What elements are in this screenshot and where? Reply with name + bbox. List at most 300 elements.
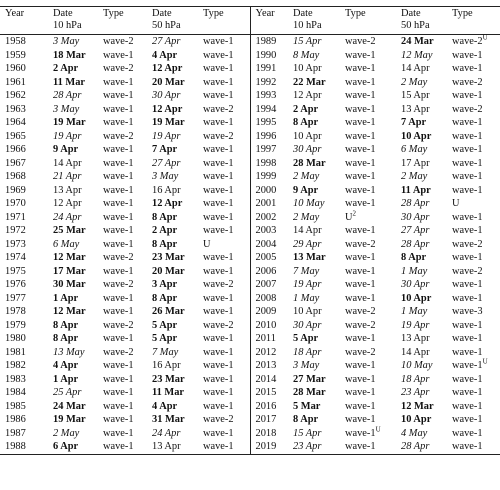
date-10hpa-cell: 2 May: [293, 171, 320, 182]
type-10hpa-cell: [340, 278, 396, 292]
date-50hpa-cell: 7 Apr: [401, 117, 427, 128]
date-50hpa-cell: 18 Apr: [401, 373, 430, 385]
year-cell: 1992: [250, 76, 288, 90]
type-value: wave-1: [203, 36, 234, 47]
date-10hpa-cell: 8 Apr: [53, 319, 79, 331]
type-value: wave-1: [345, 117, 376, 128]
type-50hpa-cell: [447, 211, 500, 225]
type-value: wave-1: [345, 144, 376, 155]
type-10hpa-cell: [340, 35, 396, 49]
year-cell: 1986: [5, 414, 26, 425]
year-cell: 1990: [250, 49, 288, 63]
year-cell: 1997: [250, 143, 288, 157]
year-cell: 1967: [5, 157, 26, 169]
date-10hpa-cell: 13 Mar: [293, 252, 326, 263]
type-50hpa-cell: [198, 170, 250, 184]
header-date-label: Date: [152, 8, 172, 19]
date-10hpa-cell: 2 May: [53, 427, 80, 439]
date-10hpa-cell: 19 Mar: [53, 414, 86, 425]
date-50hpa-cell: 19 Mar: [152, 117, 185, 128]
date-10hpa-cell: 18 Apr: [293, 346, 322, 358]
type-value: wave-1: [452, 400, 483, 412]
type-value: wave-1: [345, 333, 376, 344]
type-10hpa-cell: [98, 332, 147, 346]
year-cell: 1980: [5, 333, 26, 344]
date-10hpa-cell: 21 Apr: [53, 171, 82, 182]
year-cell: 1977: [5, 292, 26, 304]
type-value: wave-2: [103, 36, 134, 47]
date-50hpa-cell: 27 Apr: [152, 36, 181, 47]
date-50hpa-cell: 3 May: [152, 171, 179, 182]
header-date-50hpa-left: [147, 7, 198, 35]
date-50hpa-cell: 20 Mar: [152, 265, 185, 277]
type-50hpa-cell: [198, 265, 250, 279]
year-cell: 1988: [5, 441, 26, 452]
date-10hpa-cell: 7 May: [293, 265, 320, 277]
date-50hpa-cell: 13 Apr: [401, 103, 430, 115]
date-10hpa-cell: 14 Apr: [53, 157, 82, 169]
type-value: wave-1: [103, 144, 134, 155]
date-10hpa-cell: 2 Apr: [53, 63, 79, 74]
type-value: wave-1: [452, 252, 483, 263]
type-value: wave-1: [203, 184, 234, 196]
date-10hpa-cell: 19 Mar: [53, 117, 86, 128]
footnote-marker: 2: [352, 209, 357, 218]
type-10hpa-cell: [98, 292, 147, 306]
date-50hpa-cell: 24 Apr: [152, 427, 181, 439]
date-10hpa-cell: 12 Mar: [53, 252, 86, 263]
date-10hpa-cell: 10 Apr: [293, 63, 322, 74]
type-value: wave-1: [345, 130, 376, 142]
type-10hpa-cell: [98, 224, 147, 238]
year-cell: 1968: [5, 171, 26, 182]
type-value: wave-1: [452, 225, 483, 236]
date-50hpa-cell: 31 Mar: [152, 414, 185, 425]
table-row: [0, 184, 500, 198]
type-50hpa-cell: [447, 427, 500, 441]
type-10hpa-cell: [340, 116, 396, 130]
type-value: wave-1: [452, 49, 483, 61]
type-10hpa-cell: [340, 62, 396, 76]
table-row: [0, 116, 500, 130]
date-50hpa-cell: 16 Apr: [152, 360, 181, 371]
table-row: [0, 319, 500, 333]
year-cell: 1965: [5, 130, 26, 142]
type-value: wave-1: [103, 265, 134, 277]
table-row: [0, 49, 500, 63]
year-cell: 1999: [250, 170, 288, 184]
type-10hpa-cell: [340, 413, 396, 427]
type-value: wave-2: [452, 36, 483, 47]
type-10hpa-cell: [340, 211, 396, 225]
year-cell: 1971: [5, 211, 26, 223]
year-cell: 1981: [5, 346, 26, 358]
date-50hpa-cell: 6 May: [401, 144, 428, 155]
type-value: wave-1: [203, 387, 234, 398]
type-10hpa-cell: [340, 76, 396, 90]
type-value: wave-1: [452, 441, 483, 452]
header-date-10hpa-right: [288, 7, 340, 35]
type-value: wave-1: [103, 427, 134, 439]
type-value: wave-1: [203, 400, 234, 412]
date-50hpa-cell: 10 Apr: [401, 292, 432, 304]
type-value: wave-1: [452, 346, 483, 358]
type-10hpa-cell: [340, 103, 396, 117]
date-10hpa-cell: 22 Mar: [293, 76, 326, 88]
date-10hpa-cell: 27 Mar: [293, 373, 326, 385]
type-10hpa-cell: [98, 197, 147, 211]
table-row: [0, 265, 500, 279]
type-value: wave-2: [203, 130, 234, 142]
type-10hpa-cell: [98, 170, 147, 184]
type-value: wave-1: [345, 414, 376, 425]
date-50hpa-cell: 23 Mar: [152, 373, 185, 385]
date-10hpa-cell: 30 Apr: [293, 144, 322, 155]
date-50hpa-cell: 7 Apr: [152, 144, 178, 155]
type-value: wave-1: [452, 144, 483, 155]
type-50hpa-cell: [447, 386, 500, 400]
type-50hpa-cell: [447, 197, 500, 211]
type-10hpa-cell: [340, 130, 396, 144]
table-row: [0, 359, 500, 373]
year-cell: 1963: [5, 103, 26, 115]
date-10hpa-cell: 11 Mar: [53, 76, 86, 88]
date-50hpa-cell: 23 Mar: [152, 252, 185, 263]
type-value: wave-1: [203, 211, 234, 223]
type-value: wave-1: [203, 117, 234, 128]
year-cell: 2016: [250, 400, 288, 414]
table-row: [0, 211, 500, 225]
type-value: wave-1: [452, 292, 483, 304]
type-10hpa-cell: [98, 116, 147, 130]
type-50hpa-cell: [447, 373, 500, 387]
type-10hpa-cell: [98, 35, 147, 49]
date-10hpa-cell: 15 Apr: [293, 427, 322, 439]
type-value: wave-1: [203, 198, 234, 209]
date-10hpa-cell: 6 May: [53, 238, 80, 250]
type-value: wave-1: [345, 292, 376, 304]
type-50hpa-cell: [447, 346, 500, 360]
type-value: wave-1: [103, 211, 134, 223]
type-10hpa-cell: [340, 89, 396, 103]
type-value: wave-1: [452, 157, 483, 169]
year-cell: 1962: [5, 90, 26, 101]
type-50hpa-cell: [447, 292, 500, 306]
type-50hpa-cell: [198, 373, 250, 387]
type-10hpa-cell: [340, 238, 396, 252]
date-10hpa-cell: 9 Apr: [293, 184, 319, 196]
type-50hpa-cell: [447, 278, 500, 292]
type-10hpa-cell: [340, 251, 396, 265]
table-row: [0, 130, 500, 144]
type-50hpa-cell: [198, 332, 250, 346]
type-10hpa-cell: [98, 103, 147, 117]
type-50hpa-cell: [198, 386, 250, 400]
date-10hpa-cell: 3 May: [53, 36, 80, 47]
date-10hpa-cell: 5 Mar: [293, 400, 321, 412]
date-50hpa-cell: 15 Apr: [401, 90, 430, 101]
date-10hpa-cell: 13 May: [53, 346, 85, 358]
type-value: wave-1: [452, 211, 483, 223]
type-50hpa-cell: [447, 413, 500, 427]
type-value: wave-3: [452, 306, 483, 317]
type-value: wave-1: [103, 117, 134, 128]
year-cell: 2012: [250, 346, 288, 360]
type-value: wave-1: [345, 90, 376, 101]
type-50hpa-cell: [198, 238, 250, 252]
date-10hpa-cell: 2 Apr: [293, 103, 319, 115]
year-cell: 1982: [5, 360, 26, 371]
type-value: wave-1: [345, 265, 376, 277]
table-row: [0, 440, 500, 454]
table-row: [0, 373, 500, 387]
type-50hpa-cell: [198, 35, 250, 49]
table-row: [0, 332, 500, 346]
date-50hpa-cell: 8 Apr: [152, 211, 178, 223]
type-50hpa-cell: [447, 305, 500, 319]
header-year-left: Year: [5, 8, 25, 19]
type-10hpa-cell: [98, 346, 147, 360]
year-cell: 1958: [5, 36, 26, 47]
date-10hpa-cell: 30 Mar: [53, 279, 86, 290]
header-type-10hpa-left: Type: [103, 8, 124, 19]
type-50hpa-cell: [198, 413, 250, 427]
header-level-label: 10 hPa: [293, 20, 322, 31]
type-value: wave-2: [103, 63, 134, 74]
type-50hpa-cell: [198, 251, 250, 265]
date-10hpa-cell: 17 Mar: [53, 265, 86, 277]
date-50hpa-cell: 28 Apr: [401, 198, 430, 209]
header-year-right: Year: [250, 7, 288, 35]
date-50hpa-cell: 30 Apr: [152, 90, 181, 101]
type-value: wave-1: [345, 103, 376, 115]
date-10hpa-cell: 24 Mar: [53, 400, 86, 412]
year-cell: 1966: [5, 144, 26, 155]
table-body: [0, 35, 500, 455]
type-50hpa-cell: [447, 238, 500, 252]
type-value: wave-1: [203, 441, 234, 452]
year-cell: 1993: [250, 89, 288, 103]
type-10hpa-cell: [340, 346, 396, 360]
type-10hpa-cell: [98, 413, 147, 427]
date-50hpa-cell: 3 Apr: [152, 279, 178, 290]
date-10hpa-cell: 1 May: [293, 292, 320, 304]
type-10hpa-cell: [340, 332, 396, 346]
type-10hpa-cell: [98, 265, 147, 279]
type-value: wave-1: [103, 171, 134, 182]
date-10hpa-cell: 1 Apr: [53, 292, 79, 304]
date-10hpa-cell: 6 Apr: [53, 441, 79, 452]
type-value: wave-2: [203, 279, 234, 290]
type-value: wave-2: [345, 238, 376, 250]
date-50hpa-cell: 19 Apr: [152, 130, 181, 142]
year-cell: 1960: [5, 63, 26, 74]
type-value: wave-1: [345, 76, 376, 88]
type-value: wave-1: [203, 360, 234, 371]
type-value: wave-1: [203, 63, 234, 74]
date-10hpa-cell: 8 Apr: [293, 117, 319, 128]
type-10hpa-cell: [340, 427, 396, 441]
table-row: [0, 224, 500, 238]
type-value: wave-2: [452, 238, 483, 250]
type-50hpa-cell: [447, 89, 500, 103]
type-50hpa-cell: [198, 89, 250, 103]
type-value: wave-2: [103, 346, 134, 358]
year-cell: 1979: [5, 319, 26, 331]
type-value: wave-1: [452, 333, 483, 344]
date-50hpa-cell: 4 Apr: [152, 49, 178, 61]
table-header-row: [0, 7, 500, 35]
type-10hpa-cell: [98, 440, 147, 454]
type-value: wave-2: [452, 76, 483, 88]
date-50hpa-cell: 14 Apr: [401, 346, 430, 358]
type-10hpa-cell: [98, 49, 147, 63]
year-cell: 1995: [250, 116, 288, 130]
type-10hpa-cell: [98, 184, 147, 198]
type-10hpa-cell: [98, 373, 147, 387]
type-value: wave-1: [103, 414, 134, 425]
type-50hpa-cell: [198, 130, 250, 144]
date-50hpa-cell: 2 May: [401, 171, 428, 182]
date-50hpa-cell: 30 Apr: [401, 279, 430, 290]
table-row: [0, 197, 500, 211]
date-10hpa-cell: 30 Apr: [293, 319, 322, 331]
type-value: wave-1: [103, 333, 134, 344]
type-50hpa-cell: [447, 103, 500, 117]
date-10hpa-cell: 28 Mar: [293, 387, 326, 398]
table-row: [0, 143, 500, 157]
table-row: [0, 170, 500, 184]
date-10hpa-cell: 10 Apr: [293, 130, 322, 142]
type-10hpa-cell: [98, 157, 147, 171]
table-row: [0, 103, 500, 117]
table-row: [0, 278, 500, 292]
year-cell: 2002: [250, 211, 288, 225]
type-value: wave-2: [203, 414, 234, 425]
header-date-50hpa-right: [396, 7, 447, 35]
type-value: wave-1: [345, 225, 376, 236]
year-cell: 1991: [250, 62, 288, 76]
type-value: wave-1: [103, 90, 134, 101]
year-cell: 1978: [5, 306, 26, 317]
type-10hpa-cell: [98, 62, 147, 76]
year-cell: 1969: [5, 184, 26, 196]
year-cell: 1998: [250, 157, 288, 171]
year-cell: 1974: [5, 252, 26, 263]
type-10hpa-cell: [340, 373, 396, 387]
type-value: wave-1: [452, 279, 483, 290]
type-50hpa-cell: [198, 184, 250, 198]
type-10hpa-cell: [98, 305, 147, 319]
type-value: wave-1: [203, 427, 234, 439]
date-10hpa-cell: 28 Apr: [53, 90, 82, 101]
type-10hpa-cell: [98, 211, 147, 225]
date-10hpa-cell: 8 Apr: [53, 333, 79, 344]
date-50hpa-cell: 1 May: [401, 265, 428, 277]
date-50hpa-cell: 2 Apr: [152, 225, 178, 236]
date-50hpa-cell: 12 Apr: [152, 63, 183, 74]
type-50hpa-cell: [198, 157, 250, 171]
type-value: wave-1: [345, 198, 376, 209]
year-cell: 2011: [250, 332, 288, 346]
type-value: wave-1: [103, 103, 134, 115]
type-value: wave-1: [345, 279, 376, 290]
header-level-label: 50 hPa: [401, 20, 430, 31]
date-50hpa-cell: 23 Apr: [401, 387, 430, 398]
date-50hpa-cell: 8 Apr: [401, 252, 427, 263]
type-value: wave-1: [203, 373, 234, 385]
type-value: wave-1: [345, 184, 376, 196]
header-type-50hpa-right: Type: [452, 8, 473, 19]
type-value: wave-1: [452, 319, 483, 331]
date-10hpa-cell: 5 Apr: [293, 333, 319, 344]
type-50hpa-cell: [198, 400, 250, 414]
type-value: wave-1: [345, 427, 376, 439]
date-10hpa-cell: 25 Apr: [53, 387, 82, 398]
type-50hpa-cell: [447, 35, 500, 49]
date-50hpa-cell: 12 May: [401, 49, 433, 61]
date-50hpa-cell: 27 Apr: [401, 225, 430, 236]
date-50hpa-cell: 4 Apr: [152, 400, 178, 412]
type-50hpa-cell: [447, 332, 500, 346]
date-10hpa-cell: 13 Apr: [53, 184, 82, 196]
type-value: wave-2: [345, 319, 376, 331]
type-10hpa-cell: [340, 170, 396, 184]
type-50hpa-cell: [447, 130, 500, 144]
year-cell: 2014: [250, 373, 288, 387]
type-10hpa-cell: [340, 157, 396, 171]
type-50hpa-cell: [198, 76, 250, 90]
table-row: [0, 400, 500, 414]
type-value: wave-2: [452, 103, 483, 115]
type-10hpa-cell: [340, 197, 396, 211]
type-10hpa-cell: [340, 359, 396, 373]
type-10hpa-cell: [340, 292, 396, 306]
year-cell: 1959: [5, 49, 26, 61]
year-cell: 1970: [5, 198, 26, 209]
date-50hpa-cell: 20 Mar: [152, 76, 185, 88]
type-10hpa-cell: [98, 130, 147, 144]
type-value: wave-1: [103, 76, 134, 88]
type-50hpa-cell: [447, 157, 500, 171]
date-10hpa-cell: 19 Apr: [293, 279, 322, 290]
type-value: wave-2: [103, 279, 134, 290]
date-10hpa-cell: 2 May: [293, 211, 320, 223]
date-10hpa-cell: 8 May: [293, 49, 320, 61]
year-cell: 2005: [250, 251, 288, 265]
year-cell: 2003: [250, 224, 288, 238]
type-10hpa-cell: [340, 386, 396, 400]
type-value: wave-1: [103, 292, 134, 304]
year-cell: 1964: [5, 117, 26, 128]
type-50hpa-cell: [447, 170, 500, 184]
type-value: wave-2: [103, 252, 134, 263]
date-50hpa-cell: 2 May: [401, 76, 428, 88]
year-cell: 1984: [5, 387, 26, 398]
header-type-10hpa-right: Type: [345, 8, 366, 19]
type-value: wave-1: [203, 252, 234, 263]
date-50hpa-cell: 12 Mar: [401, 400, 434, 412]
type-value: wave-1: [103, 400, 134, 412]
date-50hpa-cell: 5 Apr: [152, 333, 178, 344]
year-cell: 1973: [5, 238, 26, 250]
type-10hpa-cell: [340, 143, 396, 157]
year-cell: 2009: [250, 305, 288, 319]
date-50hpa-cell: 19 Apr: [401, 319, 430, 331]
type-50hpa-cell: [198, 224, 250, 238]
year-cell: 2006: [250, 265, 288, 279]
table-row: [0, 413, 500, 427]
